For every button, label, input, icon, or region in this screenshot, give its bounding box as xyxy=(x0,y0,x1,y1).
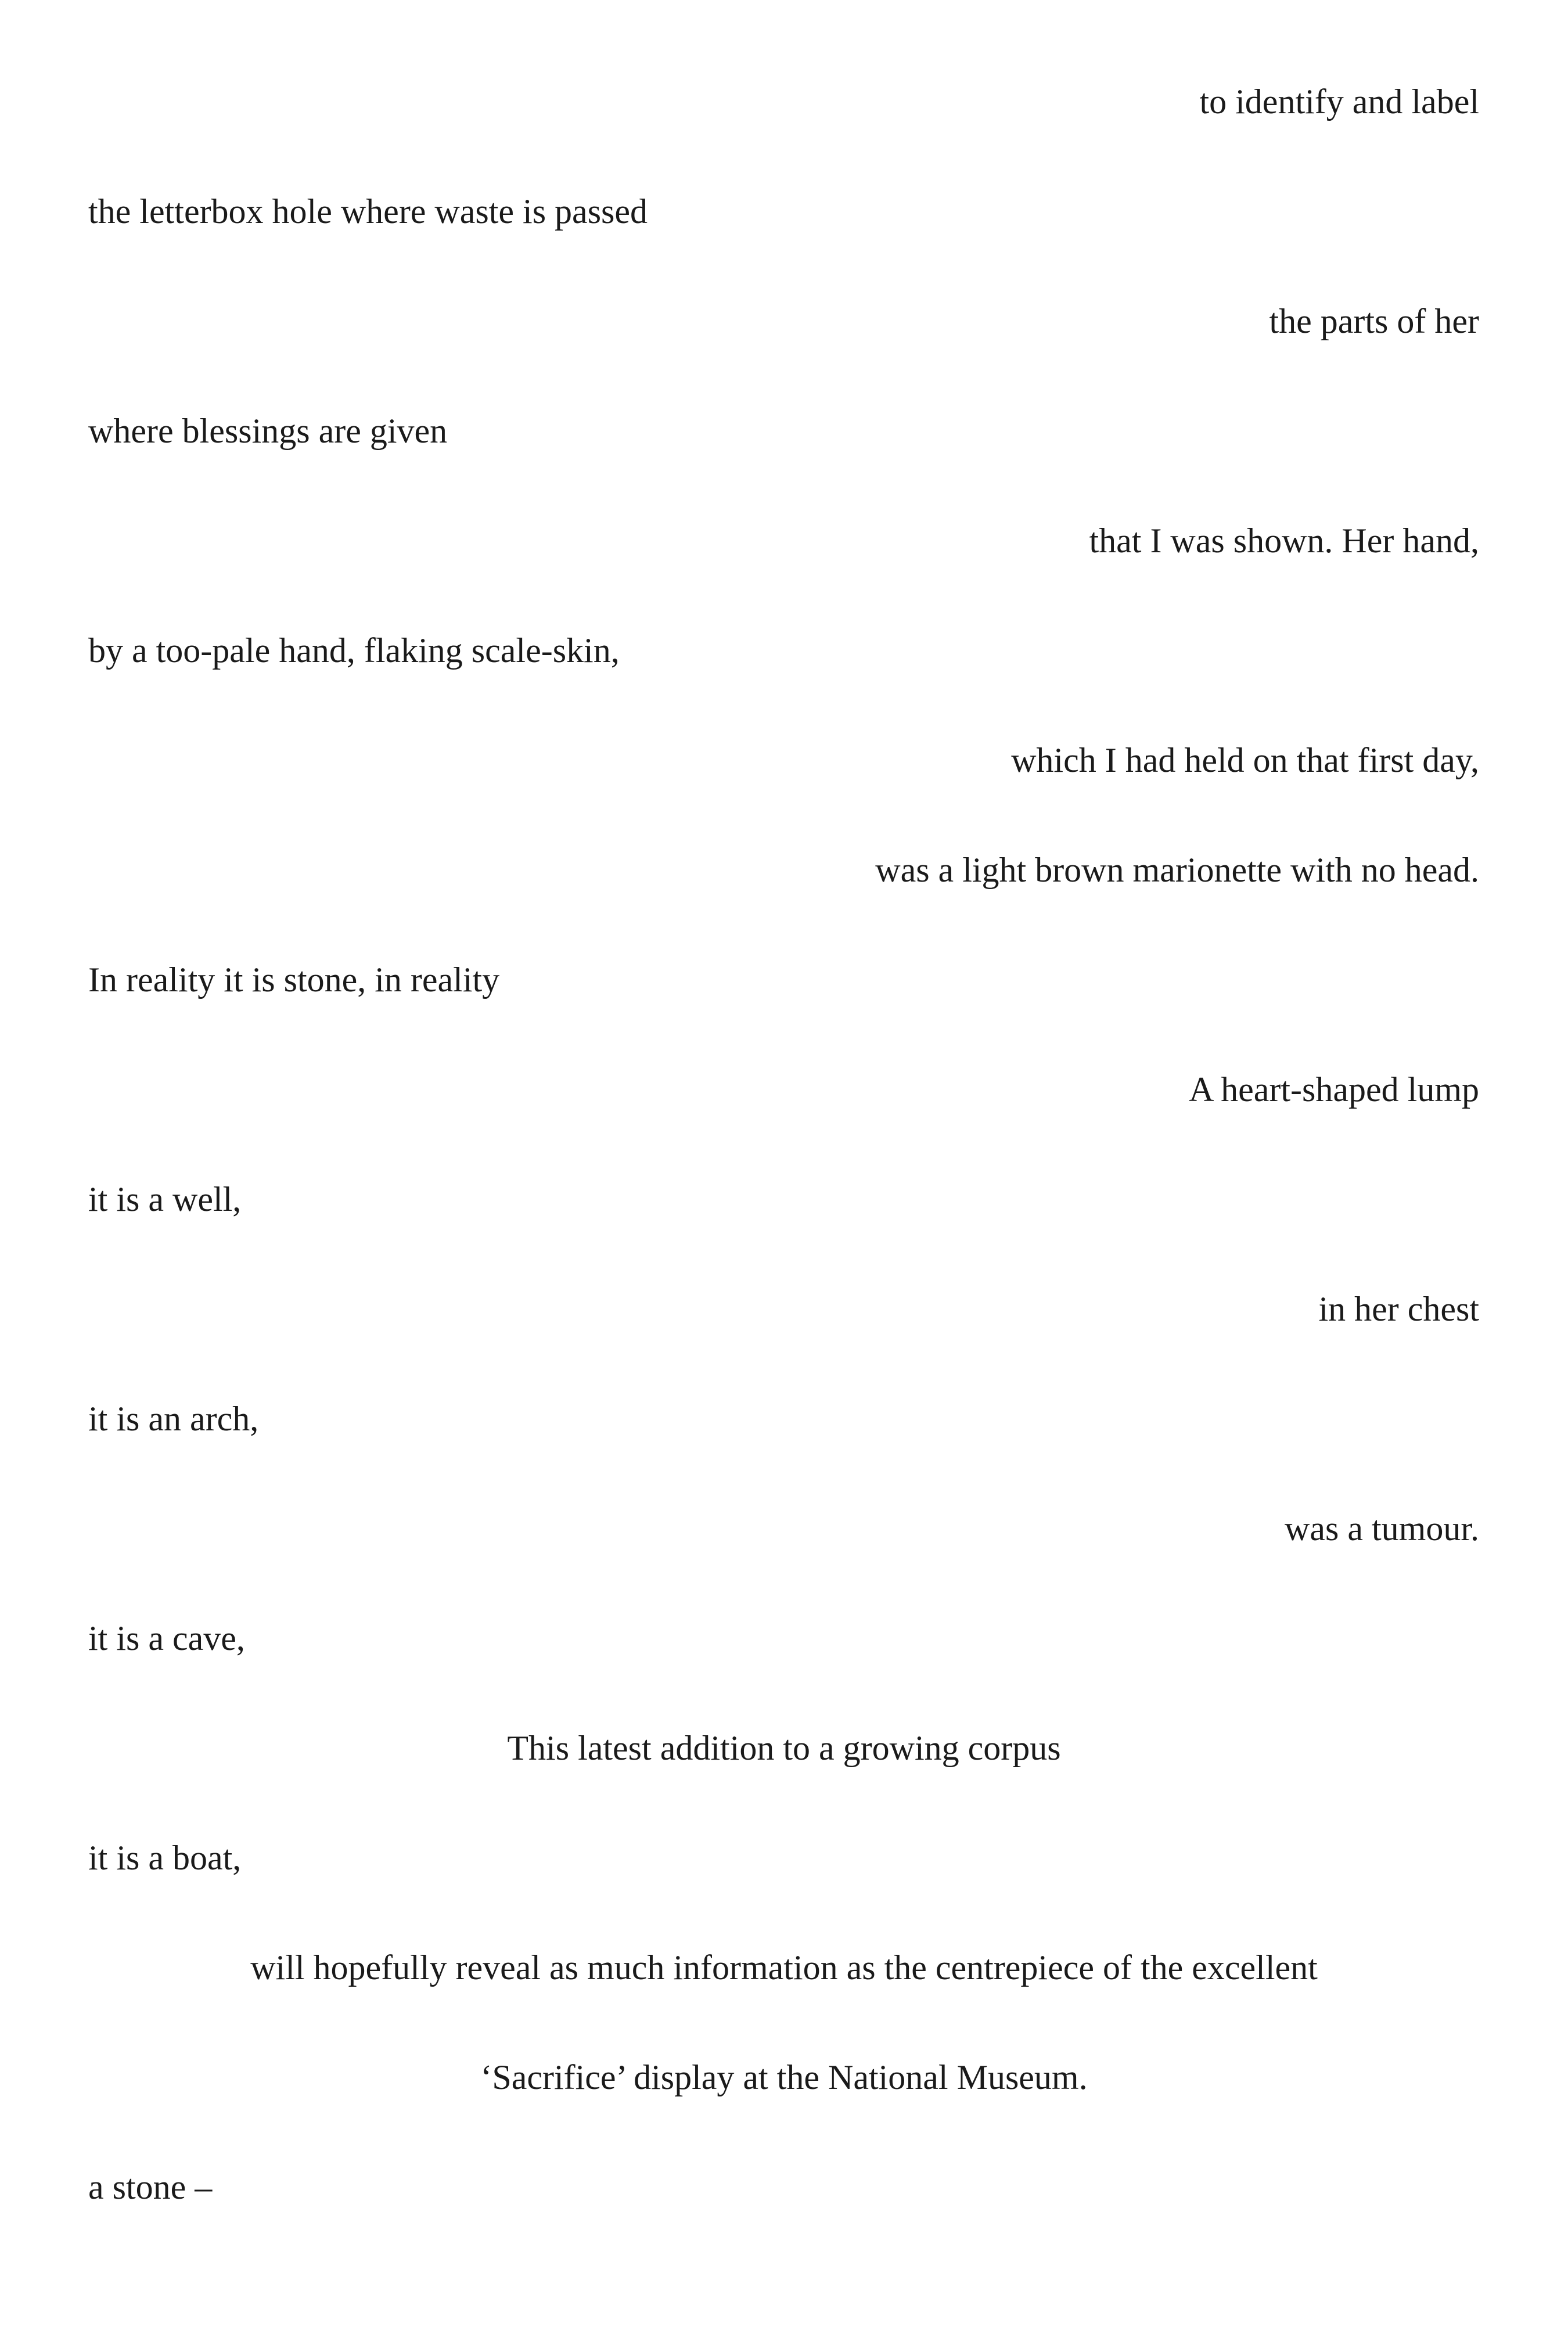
poem-line-18: will hopefully reveal as much information as the centrepiece of the excellent xyxy=(250,1948,1318,1987)
poem-line-1: to identify and label xyxy=(1199,82,1479,121)
poem-line-3: the parts of her xyxy=(1269,302,1479,340)
poem-line-13: it is an arch, xyxy=(88,1400,259,1438)
poem-line-2: the letterbox hole where waste is passed xyxy=(88,192,648,231)
poem-line-5: that I was shown. Her hand, xyxy=(1089,522,1479,560)
poem-line-12: in her chest xyxy=(1318,1290,1479,1328)
poem-line-4: where blessings are given xyxy=(88,412,448,450)
poem-line-19: ‘Sacrifice’ display at the National Museum. xyxy=(480,2058,1088,2096)
poem-line-6: by a too-pale hand, flaking scale-skin, xyxy=(88,631,620,670)
poem-line-7: which I had held on that first day, xyxy=(1011,741,1479,779)
poem-line-11: it is a well, xyxy=(88,1180,242,1218)
poem-line-20: a stone – xyxy=(88,2168,213,2206)
poem-line-15: it is a cave, xyxy=(88,1619,245,1657)
poem-line-10: A heart-shaped lump xyxy=(1189,1070,1479,1109)
poem-line-14: was a tumour. xyxy=(1285,1509,1479,1548)
poem-line-17: it is a boat, xyxy=(88,1839,242,1877)
poem-line-9: In reality it is stone, in reality xyxy=(88,961,500,999)
poem-line-8: was a light brown marionette with no head. xyxy=(875,851,1479,889)
poem-line-16: This latest addition to a growing corpus xyxy=(507,1729,1061,1767)
